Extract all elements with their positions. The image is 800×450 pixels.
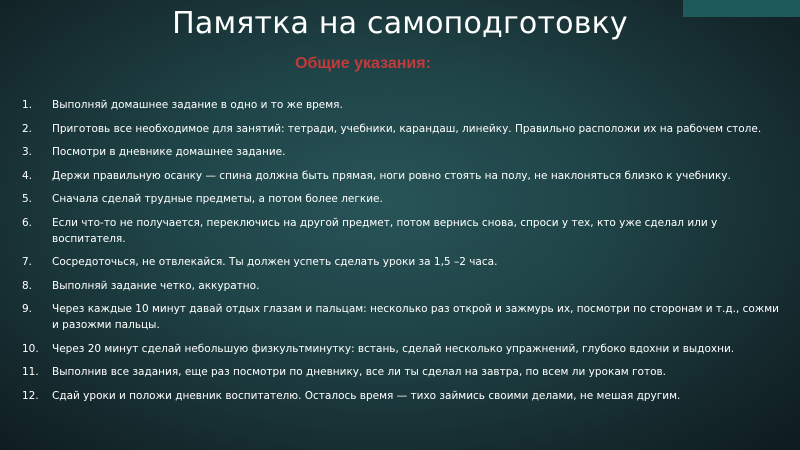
item-number: 5. xyxy=(22,193,33,205)
item-text: Сначала сделай трудные предметы, а потом более легкие. xyxy=(52,193,383,205)
list-item-9 xyxy=(22,301,786,333)
slide-subtitle: Общие указания: xyxy=(295,55,431,72)
item-number: 3. xyxy=(22,146,33,158)
list-item-12 xyxy=(22,388,786,404)
item-text: Через каждые 10 минут давай отдых глазам и пальцам: несколько раз открой и зажмурь их, посмотри по сторонам и т.д., сожми и разожми пальцы. xyxy=(52,303,779,331)
list-item-6 xyxy=(22,215,786,247)
instructions-list xyxy=(22,97,786,411)
item-text: Держи правильную осанку — спина должна быть прямая, ноги ровно стоять на полу, не наклоняться близко к учебнику. xyxy=(52,169,731,182)
item-number: 8. xyxy=(22,279,33,292)
list-item-1 xyxy=(22,97,786,113)
item-text: Сдай уроки и положи дневник воспитателю. Осталось время — тихо займись своими делами, не мешая другим. xyxy=(52,389,681,402)
item-number: 1. xyxy=(22,99,33,111)
item-text: Выполняй домашнее задание в одно и то же время. xyxy=(52,99,343,111)
list-item-2 xyxy=(22,121,786,137)
item-number: 4. xyxy=(22,169,33,182)
item-number: 12. xyxy=(22,389,39,402)
item-text: Через 20 минут сделай небольшую физкультминутку: встань, сделай несколько упражнений, глубоко вдохни и выдохни. xyxy=(52,342,735,355)
item-text: Посмотри в дневнике домашнее задание. xyxy=(52,146,286,158)
item-text: Выполняй задание четко, аккуратно. xyxy=(52,279,260,292)
list-item-10 xyxy=(22,341,786,357)
item-text: Сосредоточься, не отвлекайся. Ты должен успеть сделать уроки за 1,5 –2 часа. xyxy=(52,256,498,268)
list-item-7 xyxy=(22,254,786,270)
item-number: 6. xyxy=(22,216,33,229)
list-item-3 xyxy=(22,144,786,160)
list-item-4 xyxy=(22,168,786,184)
item-number: 7. xyxy=(22,256,33,268)
list-item-5 xyxy=(22,191,786,207)
slide-title: Памятка на самоподготовку xyxy=(172,6,628,41)
list-item-11 xyxy=(22,364,786,380)
item-text: Выполнив все задания, еще раз посмотри по дневнику, все ли ты сделал на завтра, по всем ли урокам готов. xyxy=(52,366,667,378)
item-number: 11. xyxy=(22,366,39,378)
item-text: Приготовь все необходимое для занятий: тетради, учебники, карандаш, линейку. Правильно расположи их на рабочем столе. xyxy=(52,122,762,135)
item-number: 2. xyxy=(22,122,33,135)
item-text: Если что-то не получается, переключись на другой предмет, потом вернись снова, спроси у тех, кто уже сделал или у воспитателя. xyxy=(52,216,718,245)
item-number: 10. xyxy=(22,342,39,355)
item-number: 9. xyxy=(22,303,33,315)
list-item-8 xyxy=(22,278,786,294)
